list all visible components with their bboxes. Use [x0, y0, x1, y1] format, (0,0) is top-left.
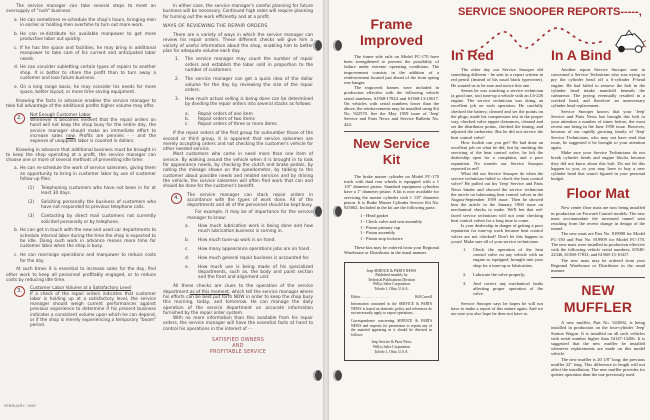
item-marker: c. — [185, 247, 189, 253]
item-text: He can re-schedule the work of service salesmen, giving them an opportunity to bring in customer labor by use of customer follow up files: — [20, 166, 156, 182]
masthead-line: Published monthly by — [375, 273, 408, 278]
floor-mat-body-2: The new mats are Part No. 819908 for Model FC-150 and Part No. 819909 for Model FC-170. The new mats were installed in production effective with the following vehicle serial numbers; 65548-22346, 61568-17832, and 61568-13-10417. — [551, 231, 645, 258]
section-number-circle: 2. — [14, 113, 25, 124]
item-text: And correct any mechanical faults affecting proper operation of the valve. — [473, 280, 543, 297]
item-text: Soliciting personally the business of customers who have not responded to previous telephone calls. — [41, 200, 156, 211]
binder-hole-icon — [313, 370, 322, 381]
list-item — [6, 253, 156, 264]
left-page — [0, 0, 323, 420]
part-item: 1 - Piston assembly — [360, 230, 396, 236]
list-item — [163, 57, 313, 73]
right-column-3 — [551, 47, 645, 380]
essential-paragraph: At such times it is essential to increase sales for the day, find other work to keep all personnel profitably engaged, or to reduce costs by reducing idle time. — [6, 267, 156, 283]
section-4-body: The service manager can stack repair orders in accordance with the types of work done. All of the departments and all of the personnel should be kept busy. — [187, 192, 313, 209]
section-2-title: Not Enough Customer Labor — [30, 112, 91, 118]
editor-name: Bill Carroll — [415, 294, 432, 299]
item-text: He can consider subletting certain types of repairs to another shop. It is better to share the profit than to turn away a customer and lose future business. — [20, 65, 156, 82]
if-paragraph: If the repair orders of the first group far outnumber those of the second or third group, it is apparent that service salesmen are merely accepting orders and not checking the customer's vehicle for other needed service. — [163, 131, 313, 153]
snooper-banner: SERVICE SNOOPER REPORTS-----, — [458, 6, 642, 18]
list-item — [6, 32, 156, 43]
section-heading: WAYS OF REVIEWING THE REPAIR ORDERS — [163, 23, 268, 29]
parts-list — [344, 213, 439, 241]
new-service-kit-title: New Service Kit — [353, 135, 430, 167]
masthead-line: Technical Publications Division — [367, 277, 416, 282]
section-4 — [163, 193, 313, 221]
masthead-correspondence: Correspondence concerning SERVICE & PARTS NEWS and requests for permission to reprint any of the material appearing in it should be directed as follows: — [351, 319, 432, 337]
masthead-info: Information contained in the SERVICE & PARTS NEWS is based on domestic policy and references do not necessarily apply to export operations. — [351, 302, 432, 316]
item-text: He can get in touch with the new and used car departments to schedule internal labor during the time the shop is expected to be idle. Doing such work in advance means more time for customer labor when the shop is busy. — [20, 228, 156, 250]
in-a-bind-paragraph: Make sure your Service Technicians do not break cylinder heads and engine blocks because they did not know about this bolt. Do not let this happen to you, or you may have to buy a new cylinder head that wasn't figured in your personal budget. — [551, 150, 645, 182]
slogan-line: SATISFIED OWNERS — [211, 338, 265, 343]
rush-steps-list — [6, 18, 156, 96]
item-marker: (3) — [28, 214, 35, 220]
item-marker: a. — [14, 166, 18, 172]
checks-text: All these checks are clues to the operation of the service department — [163, 284, 313, 295]
part-item: 1 - Piston stop lockwire — [360, 236, 403, 242]
either-paragraph: In either case, the service manager's careful planning for future business will be necessary. Continued high sales will require planning for turning out the work efficiently and at a profit. — [163, 4, 313, 20]
list-item — [451, 272, 543, 277]
floor-mat-body: New center floor mats are now being installed in production on Forward Control models. The new mats accommodate the increased tunnel area resulting from the recent change in design of the tunnel. — [551, 205, 645, 232]
item-text: If he has the space and facilities, he may bring in additional manpower to take care of his current and anticipated labor needs. — [20, 45, 156, 62]
item-text: How much actual selling is being done can be determined by dividing the repair orders into several stacks as follows: — [185, 97, 313, 108]
masthead-box — [344, 262, 439, 362]
item-marker: c. — [14, 253, 18, 259]
item-text: How many appearance operations jobs are on hand. — [198, 247, 311, 253]
rush-intro: The service manager can take several steps to meet an oversupply of "rush" business: — [6, 4, 156, 15]
order-note: These kits may be ordered from your Regional Warehouse or Distributor in the usual manner. — [344, 245, 439, 256]
checks-text: , which tell the service manager where his efforts can be best put forth NOW in order to keep the shop busy this morning, today, and tomorrow. He can manage the daily operation of the service department on accurate information furnished by the repair order system. — [163, 289, 313, 316]
item-text: Check the operation of the heat control valve on any vehicle with an engine so equipped, brought into your shop for a tune-up or lubrication; — [473, 246, 543, 268]
section-2-body — [30, 118, 156, 144]
in-red-paragraph: How foolish can you get? He had done an excellent job on what he did, but by omitting the servicing of the heat control valve, he left the dealership open for a complaint, and a poor reputation. No wonder our Service Snooper reported in red! — [451, 139, 543, 171]
item-marker: b. — [185, 238, 190, 244]
frame-improved-body-2: The improved frames were included in production effective with the following vehicle serial numbers; 61568-17824 and 61568-13-10617. On vehicles with serial numbers lower than the above, the reinforcements may be installed using Kit No. 922570. See the May 1959 issue of 'Jeep' Service and Parts News and Service Bulletin No. 424. — [344, 85, 439, 127]
sub-list-item — [163, 247, 313, 252]
floor-mat-body-3: The new mats may be ordered from your Regional Warehouse or Distributor in the usual manner. — [551, 257, 645, 273]
item-marker: b. — [14, 31, 19, 37]
issue-date: FEBRUARY, 1960 — [4, 404, 36, 408]
editor-line — [351, 295, 432, 300]
new-muffler-body: A new muffler, Part No. 922692, is being installed in production on the four-cylinder 'Jeep' Station Wagon. It is installed on all such vehicles with serial number higher than 54147-13266. It is suggested that the new muffler be installed whenever replacements are made on this model vehicle. — [551, 320, 645, 357]
in-red-paragraph: Seems he was watching a service technician (a good one, too) tune-up a vehicle with an L6-226 engine. The service technician was doing an excellent job on each operation. He carefully checked the battery, cleaned and set the points on the plugs, made his compression test in the proper way, checked valve tappet clearances, cleaned and set the distributor points, checked the timing, and adjusted the carburetor. But he did not service the heat control valve! — [451, 87, 543, 140]
item-marker: c. — [14, 45, 18, 51]
in-red-paragraph: What did our Service Snooper do when the service technician failed to check the heat control valve? He pulled out his 'Jeep' Service and Parts News binder and showed the service technician the article on lubricating heat control valves in the August-September 1959 issue. Then he showed him the article in the January 1960 issue on mechanical checks to make. We'll bet that red-faced service technician will not omit checking heat control valves for a long time to come. — [451, 171, 543, 223]
item-text: How much lubrication work is being done and how much lubrication business is coming in. — [198, 223, 313, 235]
new-muffler-title: NEW MUFFLER — [563, 282, 633, 316]
item-text: The service manager may count the number of repair orders and establish the labor sold in proportion to the number of customers. — [185, 57, 313, 73]
floor-mat-title: Floor Mat — [566, 185, 630, 202]
advance-paragraph: Knowing in advance that additional business must be brought in to keep the shop operating at a profit, the service manager can choose one or more of several methods of preventing idle time: — [6, 147, 156, 164]
masthead-title: Jeep SERVICE & PARTS NEWS — [366, 268, 417, 273]
list-item — [6, 46, 156, 62]
section-number-circle: 4. — [171, 193, 182, 204]
in-a-bind-title: In A Bind — [551, 47, 612, 63]
sub-list-item — [6, 200, 156, 211]
item-marker: d. — [185, 255, 190, 261]
part-item: 1 - Head gasket — [360, 213, 389, 219]
part-item: 1 - Piston primary cup — [360, 224, 401, 230]
item-text: The service manager can get a quick idea of the dollar volume for the day by reviewing the size of the repair orders. — [185, 77, 313, 93]
item-text: He can rearrange operations and manpower to reduce costs for the day. — [20, 253, 156, 264]
left-column-2 — [163, 4, 313, 356]
item-text: He can sometimes re-schedule the shop's hours, bringing men in earlier or holding men overtime to turn out more work. — [20, 17, 156, 28]
in-red-closing: Service Snooper says he hopes he will not have to make a report of this nature again. And we are sure you also hope he does not have to. — [451, 300, 543, 316]
slogan-line: AND — [232, 344, 244, 349]
slogan-line: PROFITABLE SERVICE — [209, 350, 267, 355]
item-text: He can re-distribute his available manpower to get more productive labor out quickly. — [20, 31, 156, 43]
sub-list-item — [6, 214, 156, 225]
list-item — [163, 97, 313, 108]
list-item — [163, 77, 313, 93]
in-red-paragraph: The other day our Service Snooper did something different - he sent in a report written in red pencil (instead of his usual black typewriter). He wanted us to be sure and notice this one. — [451, 67, 543, 88]
in-a-bind-paragraph: Another report Service Snooper sent in concerned a Service Technician who was trying to pry the cylinder head off a 6-cylinder F-head engine. He had failed to remove the bolt in the cylinder head intake manifold beneath the carburetor. The prying eventually resulted in a cracked head, and therefore an unnecessary cylinder head replacement. — [551, 67, 645, 109]
item-marker: a. — [185, 223, 189, 229]
item-marker: e. — [185, 264, 190, 270]
item-marker: 3. — [175, 97, 180, 103]
left-column-1 — [6, 4, 156, 332]
binder-hole-icon — [333, 40, 342, 51]
sub-list-item — [163, 224, 313, 235]
item-marker: d. — [14, 65, 19, 71]
list-item — [6, 85, 156, 96]
with-paragraph: With no more information than this available from his repair orders, the service manager will have the essential facts at hand to control his operations in the interest of - - — [163, 316, 313, 332]
item-marker: 3. — [463, 280, 467, 286]
sub-list-item — [163, 256, 313, 261]
editor-label: Editor . . . . . . . . . . . . . . . — [351, 294, 388, 299]
section-4-example: For example, it may be of importance for the service manager to know: — [187, 210, 313, 221]
item-text: How much tune-up work is on hand. — [198, 238, 276, 244]
new-service-kit-body: The brake master cylinder on Model FC-170 truck with dual rear wheels is equipped with a 1 1/8" diameter piston. Standard equipment cylinders have a 1" diameter piston. A kit is now available for servicing the master cylinder with 1 1/8" diameter piston. It is Brake Master Cylinder Service Kit No. 925002. Included in the kit are the following parts: — [344, 173, 439, 211]
section-3-title: Customer Labor Volume at a Satisfactory Level — [30, 286, 132, 292]
most-paragraph: Most customers who come in need more than one item of service. By walking around the vehicle when it is brought in to look for appearance needs, by checking the clutch and brake pedals, by noting the mileage shown on the speedometer, by talking to the customer about possible needs and related services and by driving the vehicle, the service salesmen will often find work that can and should be done for the customer's benefit. — [163, 152, 313, 190]
item-text: Contacting by direct mail customers not currently solicited personally or by telephone. — [41, 214, 156, 225]
list-item — [451, 247, 543, 268]
address-line: Toledo 1, Ohio, U.S.A. — [374, 349, 409, 354]
item-marker: 1. — [463, 246, 467, 252]
divider — [551, 277, 645, 278]
divider — [344, 131, 439, 132]
closing-slogan — [163, 338, 313, 356]
right-column-1 — [344, 16, 439, 361]
item-text: Repair orders of one item — [198, 111, 253, 117]
binder-hole-icon — [313, 40, 322, 51]
binder-hole-icon — [313, 206, 322, 217]
list-item — [6, 166, 156, 182]
sub-list-item — [163, 238, 313, 243]
list-item — [6, 228, 156, 249]
item-marker: c. — [185, 122, 189, 128]
list-item — [6, 65, 156, 81]
checks-paragraph — [163, 284, 313, 316]
masthead-line: Toledo 1, Ohio, U.S.A. — [374, 287, 409, 292]
section-3 — [6, 286, 156, 328]
item-marker: a. — [185, 111, 189, 117]
section-3-body: If a check of the repair orders indicates that customer labor is holding up at a satisfactory level, the service manager should weigh current performances against previous experience to determine if his present business indicates a consistent volume upon which he can depend, or if the shop is merely experiencing a temporary "boom" period. — [30, 291, 156, 329]
in-red-paragraph: Is your dealership in danger of getting a poor reputation for tune-up work because heat control valves are not checked? Don't let this happen to yours! Make sure all of your service technicians: — [451, 223, 543, 244]
binder-hole-icon — [333, 370, 342, 381]
section-2-body-text: . Profits are pennies - - and the expense of unapplied labor is counted in dollars. — [30, 133, 156, 145]
item-text: Repair orders of two items — [198, 117, 255, 123]
address-line: Jeep Service & Parts News — [371, 340, 412, 345]
in-a-bind-paragraph: Service Snooper knows that your 'Jeep' Service and Parts News has brought this bolt to your attention a number of times before, the most recent one being in the June 1958 issue. However, because of our rapidly growing family of 'Jeep' Service Technicians, who may not have read that issue, he suggested it be brought to your attention again. — [551, 108, 645, 151]
section-2-emphasis: now — [66, 133, 75, 139]
item-marker: b. — [14, 228, 19, 234]
item-marker: 2. — [175, 77, 180, 83]
binder-hole-icon — [333, 206, 342, 217]
frame-improved-title: Frame Improved — [359, 16, 423, 48]
item-marker: (1) — [28, 185, 35, 191]
item-text: Telephoning customers who have not been in for at least 30 days. — [41, 185, 156, 197]
list-item — [451, 281, 543, 297]
item-marker: (2) — [28, 200, 35, 206]
right-column-2 — [451, 47, 543, 319]
section-2-body-text: Whenever it becomes evident that the repair orders on hand will not keep the shop busy for the entire day, the service manager should make an immediate effort to increase sales — [30, 118, 156, 139]
in-red-title: In Red — [451, 47, 494, 63]
section-2 — [6, 113, 156, 145]
item-marker: e. — [14, 84, 19, 90]
sub-list-item — [163, 122, 313, 127]
item-marker: 1. — [175, 57, 180, 63]
knowing-paragraph: Knowing the facts in advance enables the service manager to take full advantage of the additional profits higher volume may offer. — [6, 99, 156, 110]
item-text: How much general repair business is accounted for. — [198, 255, 310, 261]
checks-emphasis: as of this moment — [189, 289, 229, 295]
item-text: Lubricate the valve properly; — [473, 271, 526, 277]
item-marker: 2. — [463, 271, 467, 277]
item-text: Repair orders of three or more items. — [198, 122, 278, 128]
sub-list-item — [6, 186, 156, 197]
item-text: On a long range basis, he may consider his needs for more space, better layout, or more time saving equipment. — [20, 84, 156, 96]
item-marker: a. — [14, 17, 18, 23]
new-muffler-body-2: The new muffler is 20 1/8" long; the previous muffler 22" long. This difference in length will not affect the installation. The new muffler provides for quieter operation than the one previously used. — [551, 356, 645, 378]
frame-improved-body: The frame side rails on Model FC-170 have been strengthened to prevent the possibility of failure under extreme operating conditions. The improvement consists in the addition of a reinforcement located just ahead of the front spring rear hanger. — [344, 54, 439, 86]
address-line: Willys Sales Corporation — [372, 345, 411, 349]
list-item — [6, 18, 156, 29]
masthead-line: Willys Sales Corporation — [372, 282, 411, 287]
section-number-circle: 3. — [14, 286, 25, 297]
sub-list-item — [163, 265, 313, 281]
variety-paragraph: There are a variety of ways in which the service manager can review his repair orders. These different checks will give him a variety of useful information about the shop, enabling him to better plan for adequate volume each day. — [163, 33, 313, 55]
part-item: 1 - Check valve and seat assembly — [360, 218, 422, 224]
item-marker: b. — [185, 117, 190, 123]
item-text: How much use is being made of his specialized departments, such as, the body and paint section and the front and alignment unit. — [198, 264, 313, 281]
